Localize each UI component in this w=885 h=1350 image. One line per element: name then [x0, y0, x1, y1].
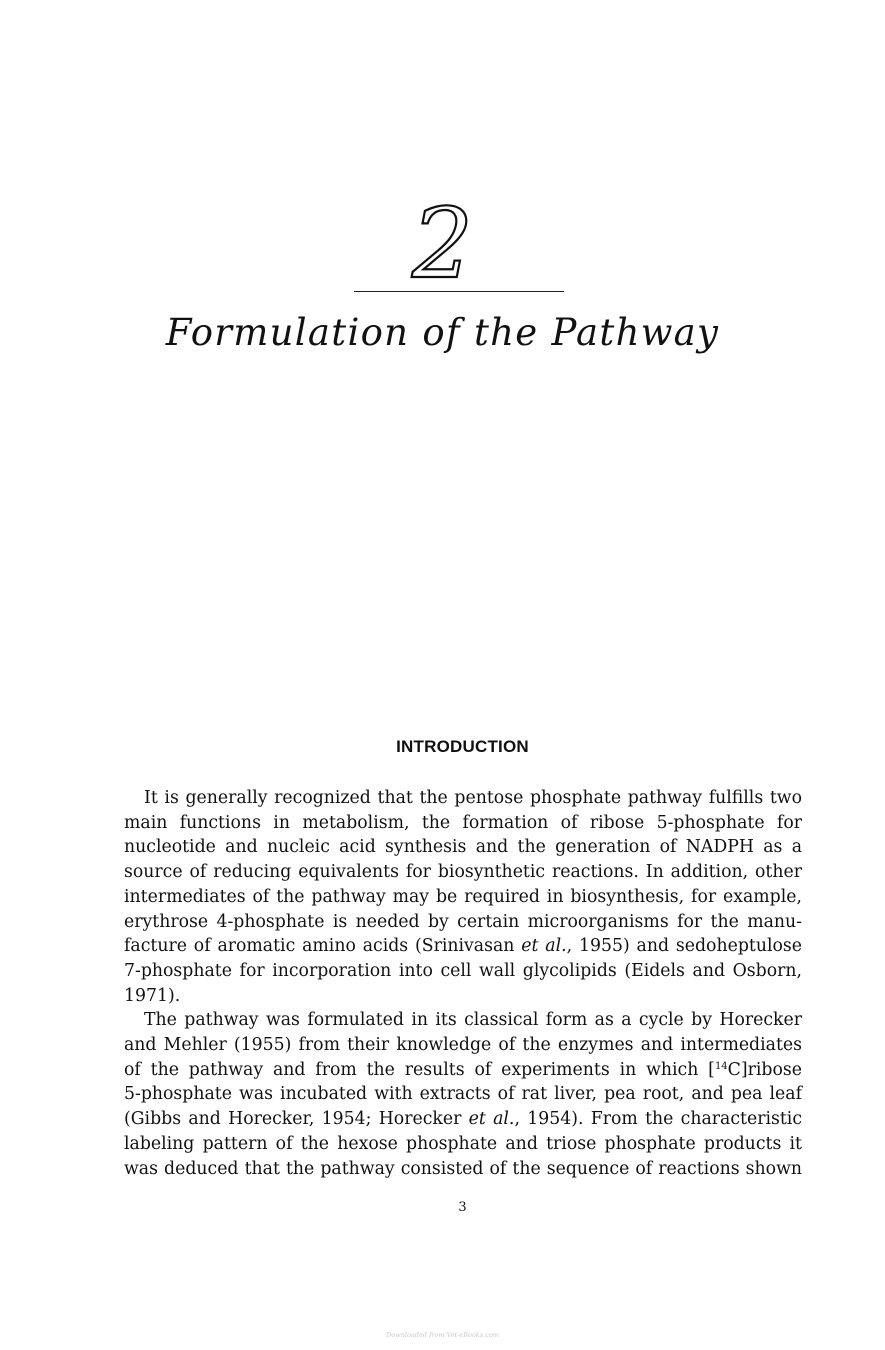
paragraph-line: (Gibbs and Horecker, 1954; Horecker et al., 1954). From the characteristic	[124, 1109, 802, 1130]
page-number: 3	[458, 1200, 467, 1215]
paragraph-line: It is generally recognized that the pentose phosphate pathway fulfills two	[144, 788, 802, 808]
paragraph-line: 7-phosphate for incorporation into cell wall glycolipids (Eidels and Osborn,	[124, 960, 802, 981]
paragraph-line: facture of aromatic amino acids (Srinivasan et al., 1955) and sedoheptulose	[124, 936, 802, 957]
paragraph-line: was deduced that the pathway consisted of the sequence of reactions shown	[124, 1158, 802, 1179]
chapter-number: 2	[411, 188, 474, 300]
paragraph-line: The pathway was formulated in its classical form as a cycle by Horecker	[144, 1010, 802, 1031]
paragraph-line: erythrose 4-phosphate is needed by certain microorganisms for the manu-	[124, 911, 802, 932]
body-text	[124, 786, 802, 1181]
paragraph-line: 1971).	[124, 985, 181, 1006]
section-heading: INTRODUCTION	[396, 737, 529, 756]
watermark: Downloaded from Vet-eBooks.com	[386, 1331, 499, 1339]
paragraph-1	[124, 786, 802, 1008]
paragraph-2	[124, 1008, 802, 1181]
paragraph-line: nucleotide and nucleic acid synthesis and the generation of NADPH as a	[124, 837, 802, 858]
chapter-divider	[354, 291, 564, 292]
paragraph-line: 5-phosphate was incubated with extracts of rat liver, pea root, and pea leaf	[124, 1084, 802, 1105]
paragraph-line: intermediates of the pathway may be required in biosynthesis, for example,	[124, 886, 802, 907]
paragraph-line: main functions in metabolism, the formation of ribose 5-phosphate for	[124, 812, 802, 833]
paragraph-line: and Mehler (1955) from their knowledge of the enzymes and intermediates	[124, 1035, 802, 1056]
paragraph-line: of the pathway and from the results of experiments in which [$^{14}$C]ribose	[124, 1059, 802, 1080]
chapter-title: Formulation of the Pathway	[165, 311, 720, 354]
paragraph-line: source of reducing equivalents for biosynthetic reactions. In addition, other	[124, 862, 802, 883]
paragraph-line: labeling pattern of the hexose phosphate and triose phosphate products it	[124, 1133, 802, 1154]
